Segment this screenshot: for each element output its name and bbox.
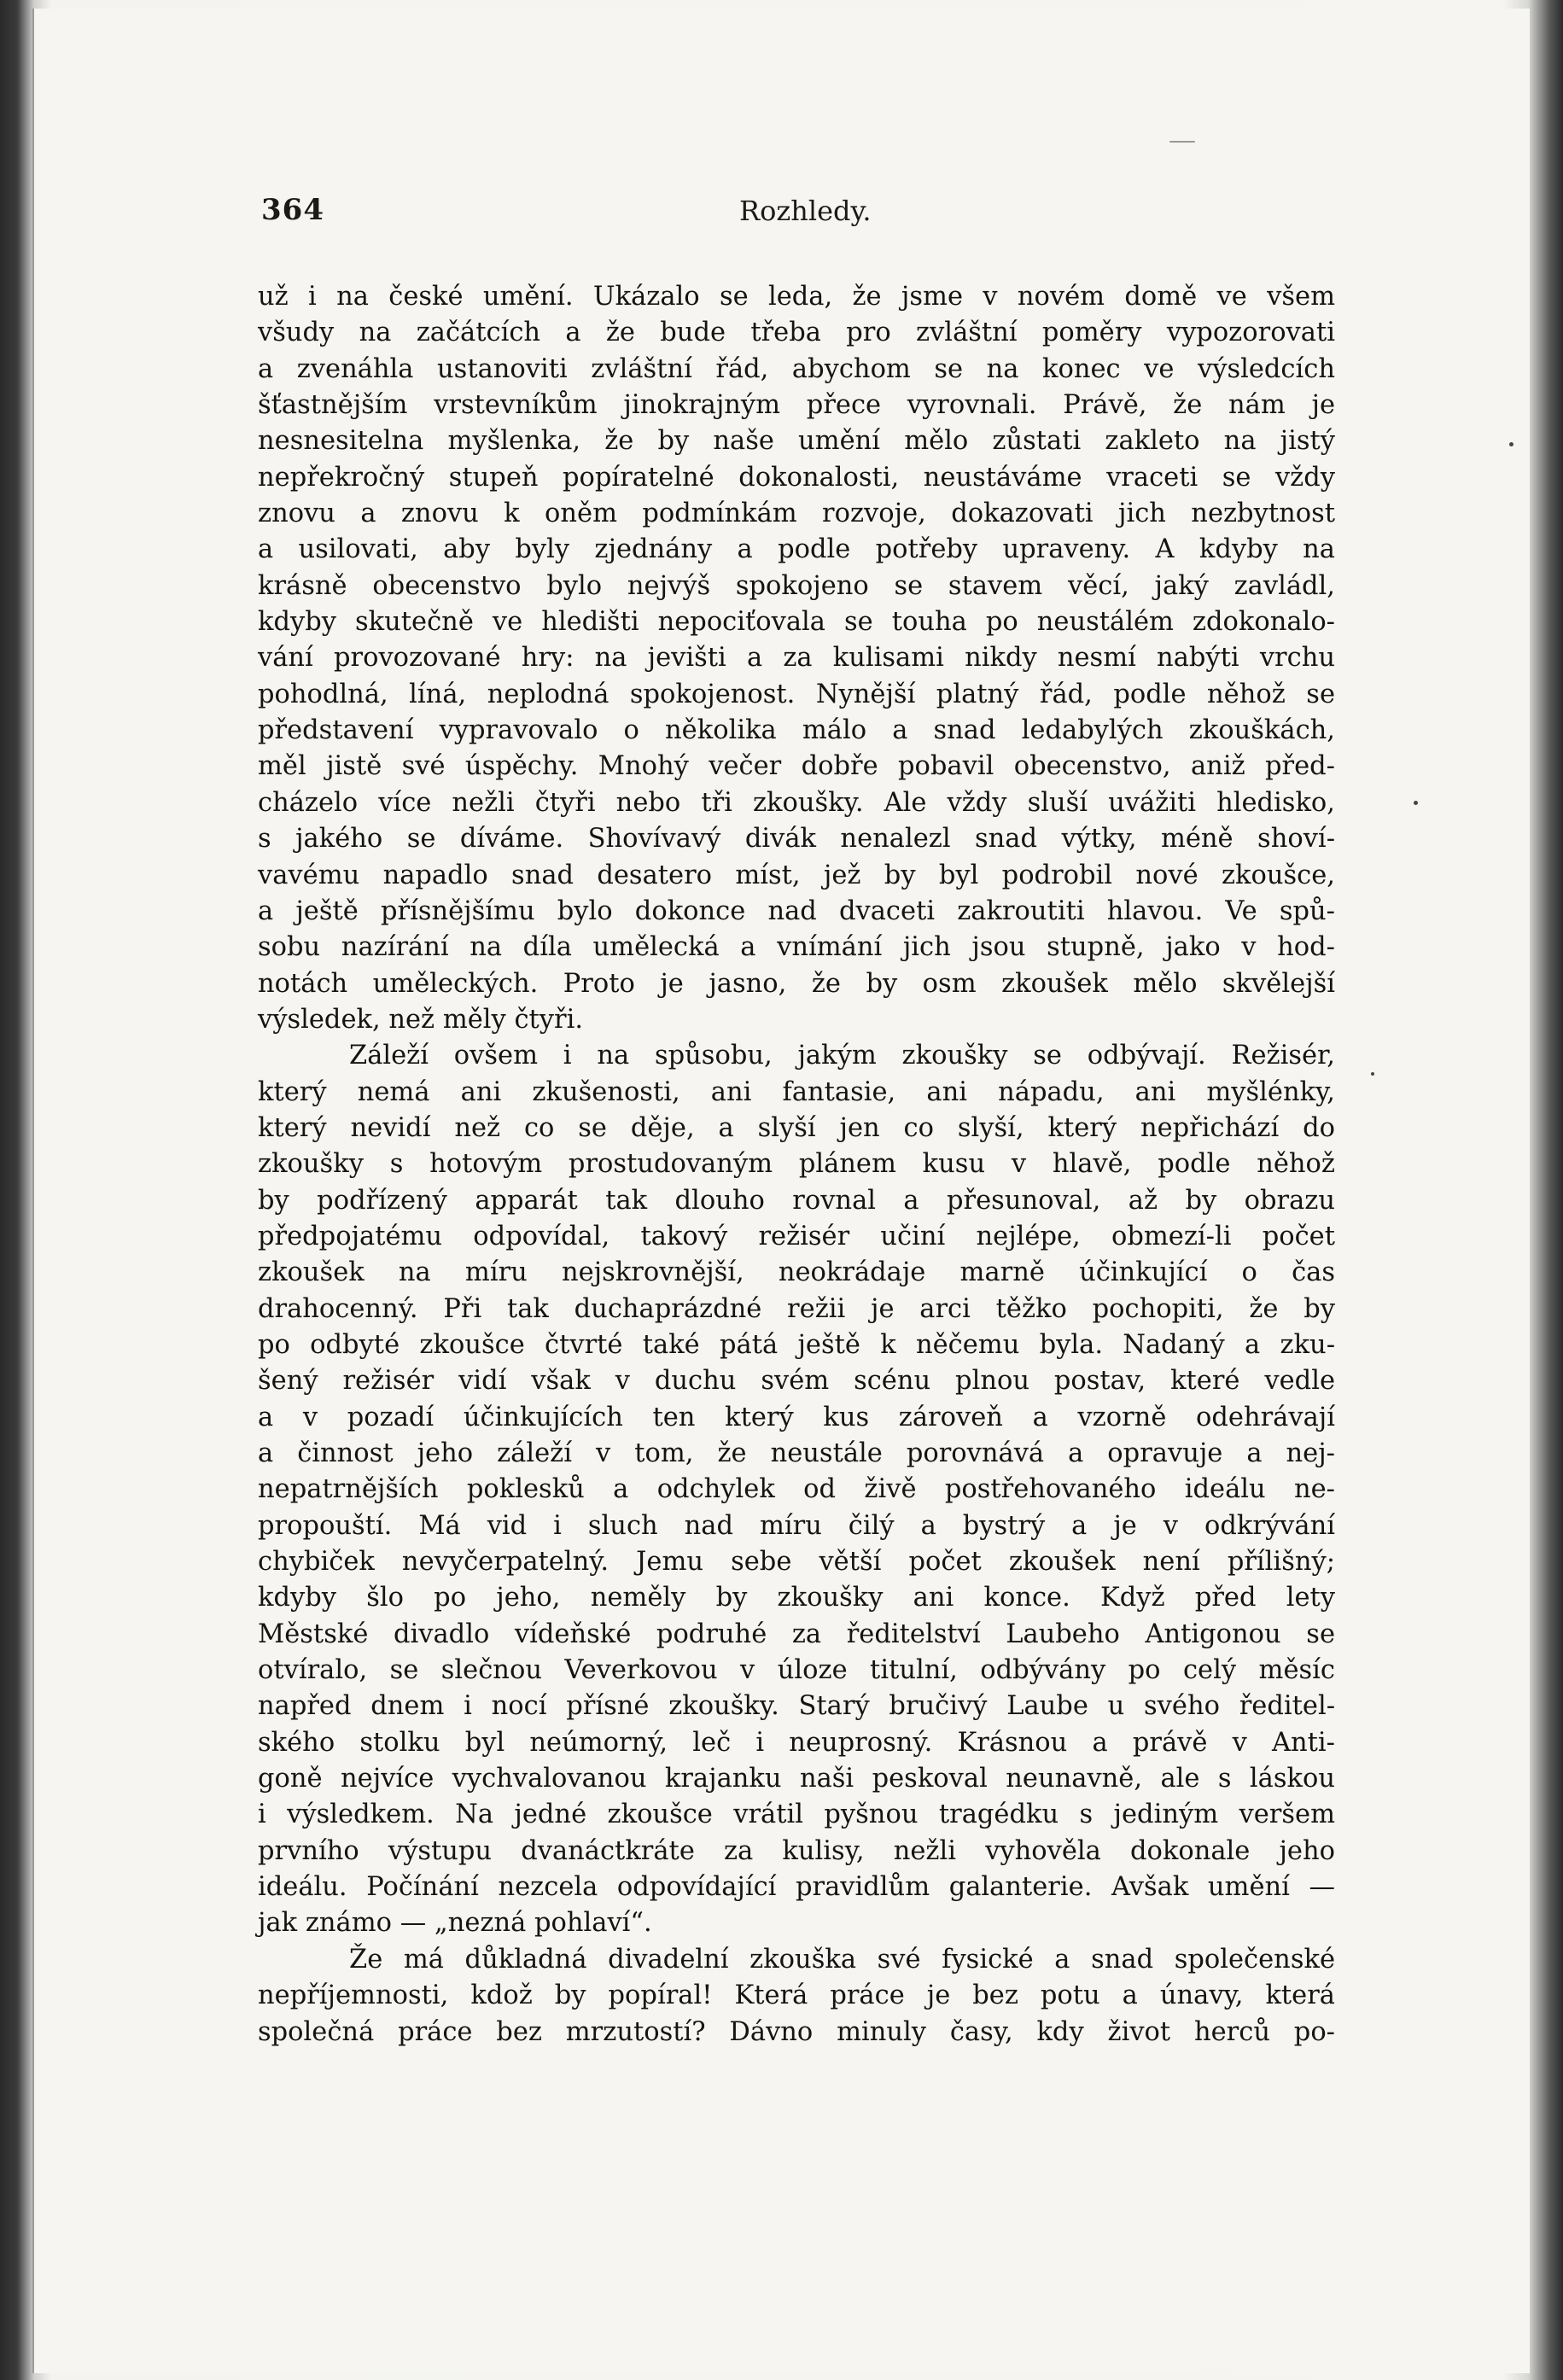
text-line: s jakého se díváme. Shovívavý divák nenalezl snad výtky, méně shoví-	[258, 824, 1335, 855]
text-line: po odbyté zkoušce čtvrté také pátá ještě k něčemu byla. Nadaný a zku-	[258, 1329, 1335, 1360]
body-text	[258, 279, 1335, 2050]
paragraph-start-line: Že má důkladná divadelní zkouška své fysické a snad společenské	[349, 1944, 1335, 1975]
text-line: znovu a znovu k oněm podmínkám rozvoje, dokazovati jich nezbytnost	[258, 499, 1335, 529]
text-line: a činnost jeho záleží v tom, že neustále porovnává a opravuje a nej-	[258, 1438, 1335, 1468]
text-line: už i na české umění. Ukázalo se leda, že jsme v novém domě ve všem	[258, 282, 1335, 312]
text-line: společná práce bez mrzutostí? Dávno minuly časy, kdy život herců po-	[258, 2016, 1335, 2047]
text-line: napřed dnem i nocí přísné zkoušky. Starý bručivý Laube u svého ředitel-	[258, 1691, 1335, 1722]
page-number: 364	[261, 193, 324, 227]
text-line: ideálu. Počínání nezcela odpovídající pravidlům galanterie. Avšak umění —	[258, 1872, 1335, 1903]
text-line: nepříjemnosti, kdož by popíral! Která práce je bez potu a únavy, která	[258, 1980, 1335, 2011]
text-line: goně nejvíce vychvalovanou krajanku naši peskoval neunavně, ale s láskou	[258, 1764, 1335, 1794]
text-line: chybiček nevyčerpatelný. Jemu sebe větší počet zkoušek není přílišný;	[258, 1547, 1335, 1578]
text-line: nesnesitelna myšlenka, že by naše umění mělo zůstati zakleto na jistý	[258, 426, 1335, 457]
text-line: a zvenáhla ustanoviti zvláštní řád, abychom se na konec ve výsledcích	[258, 353, 1335, 384]
text-line: nepřekročný stupeň popíratelné dokonalosti, neustáváme vraceti se vždy	[258, 462, 1335, 493]
text-line: představení vypravovalo o několika málo a snad ledabylých zkouškách,	[258, 715, 1335, 746]
page-header	[261, 193, 1337, 244]
text-line: pohodlná, líná, neplodná spokojenost. Nynější platný řád, podle něhož se	[258, 679, 1335, 709]
text-line: ského stolku byl neúmorný, leč i neuprosný. Krásnou a právě v Anti-	[258, 1727, 1335, 1758]
text-line: výsledek, než měly čtyři.	[258, 1004, 584, 1035]
text-line: zkoušek na míru nejskrovnější, neokrádaje marně účinkující o čas	[258, 1257, 1335, 1288]
text-line: a usilovati, aby byly zjednány a podle potřeby upraveny. A kdyby na	[258, 534, 1335, 565]
text-line: propouští. Má vid i sluch nad míru čilý a bystrý a je v odkrývání	[258, 1510, 1335, 1541]
text-line: a v pozadí účinkujících ten který kus zároveň a vzorně odehrávají	[258, 1402, 1335, 1432]
text-line: všudy na začátcích a že bude třeba pro zvláštní poměry vypozorovati	[258, 318, 1335, 348]
text-line: šený režisér vidí však v duchu svém scénu plnou postav, které vedle	[258, 1366, 1335, 1397]
text-line: otvíralo, se slečnou Veverkovou v úloze titulní, odbývány po celý měsíc	[258, 1655, 1335, 1686]
running-head: Rozhledy.	[739, 195, 872, 227]
text-line: který nemá ani zkušenosti, ani fantasie, ani nápadu, ani myšlénky,	[258, 1076, 1335, 1107]
text-line: kdyby skutečně ve hledišti nepociťovala se touha po neustálém zdokonalo-	[258, 607, 1335, 638]
text-line: nepatrnějších poklesků a odchylek od živě postřehovaného ideálu ne-	[258, 1474, 1335, 1505]
text-line: notách uměleckých. Proto je jasno, že by osm zkoušek mělo skvělejší	[258, 968, 1335, 999]
text-line: prvního výstupu dvanáctkráte za kulisy, nežli vyhověla dokonale jeho	[258, 1835, 1335, 1866]
paragraph-start-line: Záleží ovšem i na spůsobu, jakým zkoušky se odbývají. Režisér,	[349, 1041, 1335, 1071]
text-line: který nevidí než co se děje, a slyší jen co slyší, který nepřichází do	[258, 1112, 1335, 1143]
text-line: předpojatému odpovídal, takový režisér učiní nejlépe, obmezí-li počet	[258, 1221, 1335, 1251]
text-line: šťastnějším vrstevníkům jinokrajným přece vyrovnali. Právě, že nám je	[258, 390, 1335, 421]
text-line: by podřízený apparát tak dlouho rovnal a přesunoval, až by obrazu	[258, 1185, 1335, 1216]
text-line: cházelo více nežli čtyři nebo tři zkoušky. Ale vždy sluší uvážiti hledisko,	[258, 787, 1335, 818]
text-line: zkoušky s hotovým prostudovaným plánem kusu v hlavě, podle něhož	[258, 1149, 1335, 1180]
text-line: drahocenný. Při tak duchaprázdné režii je arci těžko pochopiti, že by	[258, 1293, 1335, 1324]
text-line: i výsledkem. Na jedné zkoušce vrátil pyšnou tragédku s jediným veršem	[258, 1800, 1335, 1830]
text-line: Městské divadlo vídeňské podruhé za ředitelství Laubeho Antigonou se	[258, 1619, 1335, 1649]
text-line: jak známo — „nezná pohlaví“.	[258, 1908, 652, 1939]
text-line: krásně obecenstvo bylo nejvýš spokojeno se stavem věcí, jaký zavládl,	[258, 570, 1335, 601]
text-line: vání provozované hry: na jevišti a za kulisami nikdy nesmí nabýti vrchu	[258, 643, 1335, 674]
text-line: vavému napadlo snad desatero míst, jež by byl podrobil nové zkoušce,	[258, 860, 1335, 890]
text-line: sobu nazírání na díla umělecká a vnímání jich jsou stupně, jako v hod-	[258, 932, 1335, 963]
text-line: kdyby šlo po jeho, neměly by zkoušky ani konce. Když před lety	[258, 1583, 1335, 1613]
text-line: a ještě přísnějšímu bylo dokonce nad dvaceti zakroutiti hlavou. Ve spů-	[258, 895, 1335, 926]
text-line: měl jistě své úspěchy. Mnohý večer dobře pobavil obecenstvo, aniž před-	[258, 751, 1335, 782]
